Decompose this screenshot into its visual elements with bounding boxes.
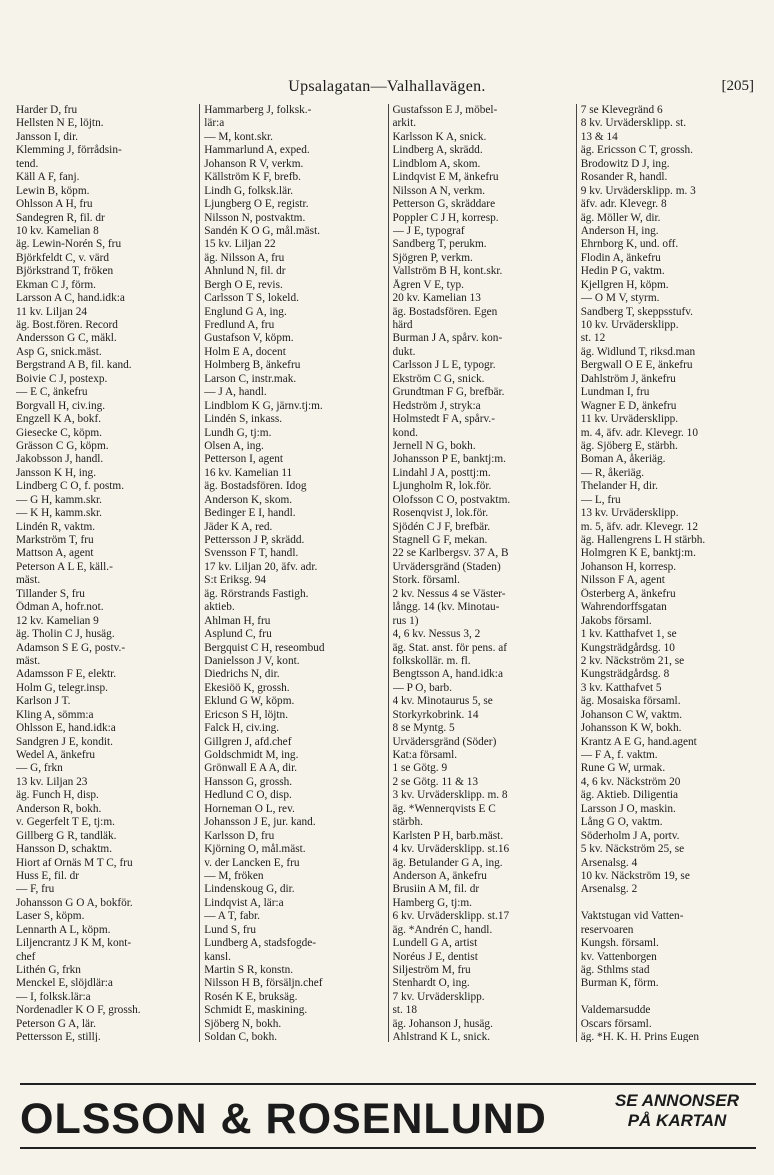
directory-entry: Wedel A, änkefru <box>16 749 96 761</box>
directory-entry: m. 5, äfv. adr. Klevegr. 12 <box>580 520 698 533</box>
directory-entry: mäst. <box>16 574 41 587</box>
directory-entry: Liljencrantz J K M, kont- <box>16 937 132 950</box>
directory-entry: Jäder K A, red. <box>204 520 273 533</box>
directory-entry: Peterson G A, lär. <box>16 1017 97 1030</box>
directory-entry: — M, kont.skr. <box>204 130 273 143</box>
directory-entry: Falck H, civ.ing. <box>204 722 280 735</box>
directory-entry: 2 kv. Näckström 21, se <box>580 654 685 667</box>
directory-entry: st. 12 <box>580 332 606 345</box>
directory-columns <box>16 104 764 1042</box>
directory-entry: Hiort af Ornäs M T C, fru <box>16 856 133 869</box>
directory-entry: 2 se Götg. 11 & 13 <box>392 775 479 788</box>
directory-entry: Huss E, fil. dr <box>16 869 80 882</box>
directory-entry: Svensson F T, handl. <box>204 547 299 560</box>
directory-entry: tend. <box>16 157 39 170</box>
directory-entry: — F, fru <box>16 883 55 896</box>
directory-entry: m. 4, äfv. adr. Klevegr. 10 <box>580 426 698 439</box>
directory-entry: äg. Aktieb. Diligentia <box>580 789 679 802</box>
directory-entry: Valdemarsudde <box>580 1004 651 1017</box>
directory-entry: 13 kv. Liljan 23 <box>16 775 88 788</box>
directory-entry: Hammarberg J, folksk.- <box>204 104 312 116</box>
directory-entry: Lindberg A, skrädd. <box>392 144 483 157</box>
directory-entry: Ekström C G, snick. <box>392 372 485 385</box>
directory-entry: Laser S, köpm. <box>16 910 85 923</box>
directory-entry: Adamsson F E, elektr. <box>16 668 117 681</box>
directory-entry: Kat:a församl. <box>392 749 458 761</box>
directory-entry: st. 18 <box>392 1004 417 1017</box>
directory-entry: Lundell G A, artist <box>392 937 478 950</box>
directory-entry: 10 kv. Urvädersklipp. <box>580 319 679 331</box>
directory-entry: Lindqvist E M, änkefru <box>392 171 499 184</box>
directory-entry: Holmgren K E, banktj:m. <box>580 547 696 560</box>
directory-entry: Karlsson K A, snick. <box>392 130 487 143</box>
directory-entry: Larsson J O, maskin. <box>580 802 676 815</box>
directory-entry: Ahnlund N, fil. dr <box>204 265 286 278</box>
directory-entry: Lindblom A, skom. <box>392 157 481 170</box>
directory-entry: Söderholm J A, portv. <box>580 829 680 842</box>
directory-entry: Ödman A, hofr.not. <box>16 601 104 614</box>
directory-entry: Johanson R V, verkm. <box>204 157 304 170</box>
directory-entry: Martin S R, konstn. <box>204 964 294 976</box>
directory-entry: Grässon C G, köpm. <box>16 439 109 452</box>
directory-entry: Ljungberg O E, registr. <box>204 198 309 211</box>
directory-entry: Anderson K, skom. <box>204 493 293 506</box>
directory-entry: Olofsson C O, postvaktm. <box>392 493 511 506</box>
directory-entry: Bergwall O E E, änkefru <box>580 359 693 372</box>
directory-entry <box>581 991 760 1004</box>
directory-entry: Lund S, fru <box>204 923 257 936</box>
directory-entry: Jakobs församl. <box>580 614 652 627</box>
directory-column-4 <box>576 104 764 1042</box>
directory-entry: Gustafson V, köpm. <box>204 332 294 345</box>
directory-entry: Lewin B, köpm. <box>16 184 90 197</box>
directory-entry: Lindqvist A, lär:a <box>204 896 284 909</box>
directory-entry: Soldan C, bokh. <box>204 1031 278 1042</box>
directory-entry: Larson C, instr.mak. <box>204 372 297 385</box>
directory-entry: Ohlsson E, hand.idk:a <box>16 722 116 735</box>
directory-entry: Jansson K H, ing. <box>16 466 97 479</box>
directory-entry: Boman A, åkeriäg. <box>580 453 666 466</box>
directory-entry: Noréus J E, dentist <box>392 950 478 963</box>
directory-entry: Markström T, fru <box>16 534 94 546</box>
directory-entry: Fredlund A, fru <box>204 319 275 331</box>
directory-entry: 4 kv. Urvädersklipp. st.16 <box>392 843 510 856</box>
directory-entry: lär:a <box>204 117 225 130</box>
directory-entry: Sandgren J E, kondit. <box>16 735 113 748</box>
directory-entry: — L, fru <box>580 493 621 506</box>
directory-entry: Arsenalsg. 4 <box>580 856 638 869</box>
directory-entry: chef <box>16 950 36 963</box>
directory-entry: Brusiin A M, fil. dr <box>392 883 480 896</box>
directory-entry: — J E, typograf <box>392 224 465 237</box>
directory-entry: äg. Hallengrens L H stärbh. <box>580 534 706 546</box>
directory-entry: äg. *Wennerqvists E C <box>392 802 496 815</box>
directory-entry: Karlsten P H, barb.mäst. <box>392 829 504 842</box>
directory-entry: Johanson C W, vaktm. <box>580 708 683 721</box>
directory-entry: 11 kv. Urvädersklipp. <box>580 413 679 426</box>
directory-entry: Nilsson H B, försäljn.chef <box>204 977 323 990</box>
directory-entry: — I, folksk.lär:a <box>16 990 91 1003</box>
directory-entry: 9 kv. Urvädersklipp. m. 3 <box>580 184 696 197</box>
directory-entry: långg. 14 (kv. Minotau- <box>392 601 500 614</box>
directory-entry: Holm E A, docent <box>204 345 286 358</box>
directory-entry: Lithén G, frkn <box>16 964 81 976</box>
directory-entry: 5 kv. Näckström 25, se <box>580 843 685 856</box>
directory-entry: Flodin A, änkefru <box>580 251 661 264</box>
directory-entry: Lång G O, vaktm. <box>580 816 663 829</box>
directory-entry: — G H, kamm.skr. <box>16 493 102 506</box>
directory-entry: Burman K, förm. <box>580 977 659 990</box>
directory-entry: Vaktstugan vid Vatten- <box>580 910 684 923</box>
directory-entry: Stenhardt O, ing. <box>392 977 470 990</box>
directory-entry: Dahlström J, änkefru <box>580 372 676 385</box>
directory-entry: Johansson K W, bokh. <box>580 722 682 735</box>
directory-entry: Hamberg G, tj:m. <box>392 896 472 909</box>
directory-entry: Eklund G W, köpm. <box>204 695 295 708</box>
directory-entry: Hedlund C O, disp. <box>204 789 292 802</box>
directory-column-3 <box>388 104 576 1042</box>
directory-entry: äg. *H. K. H. Prins Eugen <box>580 1031 700 1042</box>
directory-entry: Sjögren P, verkm. <box>392 251 473 264</box>
directory-entry: Diedrichs N, dir. <box>204 668 280 681</box>
directory-entry: Ågren V E, typ. <box>392 278 464 291</box>
directory-entry: 11 kv. Liljan 24 <box>16 305 88 318</box>
directory-entry: Giesecke C, köpm. <box>16 426 102 439</box>
directory-entry: äg. Funch H, disp. <box>16 789 99 802</box>
directory-entry: Mattson A, agent <box>16 547 94 560</box>
directory-entry: Gustafsson E J, möbel- <box>392 104 498 116</box>
directory-entry: 13 kv. Urvädersklipp. <box>580 507 679 520</box>
directory-entry: Karlson J T. <box>16 695 71 708</box>
directory-entry: — J A, handl. <box>204 386 267 399</box>
directory-entry: Nordenadler K O F, grossh. <box>16 1004 141 1017</box>
directory-entry: Lindén R, vaktm. <box>16 520 96 533</box>
directory-entry: aktieb. <box>204 601 235 614</box>
directory-column-2 <box>199 104 387 1042</box>
directory-entry: Bedinger E I, handl. <box>204 507 296 520</box>
directory-entry: mäst. <box>16 654 41 667</box>
directory-entry: Grönwall E A A, dir. <box>204 762 298 775</box>
directory-entry: Sandberg T, skeppsstufv. <box>580 305 693 318</box>
directory-entry: Holmstedt F A, spårv.- <box>392 413 496 426</box>
directory-entry: Rune G W, urmak. <box>580 762 666 775</box>
directory-entry: Lindenskoug G, dir. <box>204 883 295 896</box>
directory-entry: Kungsh. församl. <box>580 937 659 950</box>
directory-entry: Anderson H, ing. <box>580 224 659 237</box>
directory-entry: 16 kv. Kamelian 11 <box>204 466 293 479</box>
directory-entry: äg. Widlund T, riksd.man <box>580 345 696 358</box>
directory-entry: äg. Rörstrands Fastigh. <box>204 587 309 600</box>
advertiser-name: OLSSON & ROSENLUND <box>20 1095 547 1143</box>
directory-entry: 22 se Karlbergsv. 37 A, B <box>392 547 509 560</box>
directory-entry: Peterson A L E, käll.- <box>16 560 113 573</box>
directory-entry: Karlsson D, fru <box>204 829 275 842</box>
directory-entry: folkskollär. m. fl. <box>392 654 471 667</box>
directory-entry: Rosander R, handl. <box>580 171 668 184</box>
directory-entry: 20 kv. Kamelian 13 <box>392 292 481 305</box>
directory-entry: 15 kv. Liljan 22 <box>204 238 276 251</box>
directory-entry: 3 kv. Katthafvet 5 <box>580 681 662 694</box>
directory-entry: Bergstrand A B, fil. kand. <box>16 359 132 372</box>
directory-entry: Hansson D, schaktm. <box>16 843 113 856</box>
directory-entry: Lennarth A L, köpm. <box>16 923 111 936</box>
directory-entry: Jansson I, dir. <box>16 130 79 143</box>
directory-entry: Tillander S, fru <box>16 587 85 600</box>
directory-entry: Storkyrkobrink. 14 <box>392 708 479 721</box>
directory-entry: — P O, barb. <box>392 681 453 694</box>
directory-entry: 6 kv. Urvädersklipp. st.17 <box>392 910 510 923</box>
directory-entry: S:t Eriksg. 94 <box>204 574 267 587</box>
directory-entry: Oscars församl. <box>580 1017 652 1030</box>
directory-entry: Rosenqvist J, lok.för. <box>392 507 489 520</box>
directory-entry: Ericson S H, löjtn. <box>204 708 289 721</box>
directory-entry: äfv. adr. Klevegr. 8 <box>580 198 667 211</box>
directory-entry: äg. Bostadsfören. Idog <box>204 480 307 493</box>
directory-entry: äg. Sjöberg E, stärbh. <box>580 439 678 452</box>
directory-entry: Kling A, sömm:a <box>16 708 94 721</box>
directory-entry: Lindén S, inkass. <box>204 413 283 426</box>
directory-entry: Bengtsson A, hand.idk:a <box>392 668 503 681</box>
directory-entry: Bergh O E, revis. <box>204 278 283 291</box>
directory-entry: 8 kv. Urvädersklipp. st. <box>580 117 687 130</box>
directory-entry: Wagner E D, änkefru <box>580 399 677 412</box>
directory-entry: Ehrnborg K, und. off. <box>580 238 679 251</box>
directory-entry: v. Gegerfelt T E, tj:m. <box>16 816 115 829</box>
directory-entry: Ekesiöö K, grossh. <box>204 681 290 694</box>
directory-entry: äg. Johanson J, husäg. <box>392 1017 493 1030</box>
directory-entry: Hammarlund A, exped. <box>204 144 310 157</box>
directory-entry: — A T, fabr. <box>204 910 260 923</box>
directory-entry: Ahlstrand K L, snick. <box>392 1031 491 1042</box>
page-title: Upsalagatan—Valhallavägen. <box>288 78 486 95</box>
directory-entry: äg. Tholin C J, husäg. <box>16 628 115 641</box>
directory-entry: Ekman C J, förm. <box>16 278 97 291</box>
directory-entry: Burman J A, spårv. kon- <box>392 332 503 345</box>
directory-entry: Wahrendorffsgatan <box>580 601 667 614</box>
directory-entry: Siljeström M, fru <box>392 964 471 976</box>
directory-entry: Källström K F, brefb. <box>204 171 301 184</box>
directory-entry: 4 kv. Minotaurus 5, se <box>392 695 493 708</box>
directory-entry: Sjödén C J F, brefbär. <box>392 520 491 533</box>
directory-entry: rus 1) <box>392 614 419 627</box>
directory-entry: äg. Betulander G A, ing. <box>392 856 503 869</box>
directory-entry: Schmidt E, maskining. <box>204 1004 308 1017</box>
directory-entry: Urvädersgränd (Staden) <box>392 560 501 573</box>
directory-entry: Sandegren R, fil. dr <box>16 211 105 224</box>
page-number: [205] <box>721 78 754 94</box>
directory-entry: Pettersson E, stillj. <box>16 1031 101 1042</box>
directory-entry: 1 kv. Katthafvet 1, se <box>580 628 677 641</box>
directory-entry: Poppler C J H, korresp. <box>392 211 499 224</box>
directory-entry: Anderson R, bokh. <box>16 802 102 815</box>
directory-entry: Sandén K O G, mål.mäst. <box>204 224 321 237</box>
directory-entry: 10 kv. Kamelian 8 <box>16 224 99 237</box>
directory-entry: Petterson I, agent <box>204 453 283 466</box>
directory-entry: Johansson G O A, bokför. <box>16 896 133 909</box>
directory-entry: — O M V, styrm. <box>580 292 660 305</box>
directory-entry: Ohlsson A H, fru <box>16 198 93 211</box>
directory-entry: Petterson G, skräddare <box>392 198 496 211</box>
directory-entry: dukt. <box>392 345 416 358</box>
directory-entry: Larsson A C, hand.idk:a <box>16 292 125 305</box>
directory-entry: 12 kv. Kamelian 9 <box>16 614 99 627</box>
directory-entry: Bergquist C H, reseombud <box>204 641 325 654</box>
directory-entry: Menckel E, slöjdlär:a <box>16 977 113 990</box>
directory-entry: — E C, änkefru <box>16 386 88 399</box>
directory-entry: kv. Vattenborgen <box>580 950 657 963</box>
directory-entry: Englund G A, ing. <box>204 305 287 318</box>
directory-entry: Lindahl J A, posttj:m. <box>392 466 491 479</box>
directory-entry: Jernell N G, bokh. <box>392 439 476 452</box>
directory-entry: Asplund C, fru <box>204 628 272 641</box>
directory-entry: — G, frkn <box>16 762 63 775</box>
directory-entry: Ahlman H, fru <box>204 614 271 627</box>
directory-entry: Asp G, snick.mäst. <box>16 345 102 358</box>
directory-entry: Borgvall H, civ.ing. <box>16 399 106 412</box>
advertisement-note <box>602 1091 752 1131</box>
directory-entry: Rosén K E, bruksäg. <box>204 990 298 1003</box>
directory-entry: kond. <box>392 426 418 439</box>
directory-entry: Lindberg C O, f. postm. <box>16 480 125 493</box>
directory-entry: reservoaren <box>580 923 634 936</box>
advertisement-note-line-2: PÅ KARTAN <box>627 1111 727 1130</box>
directory-entry: — F A, f. vaktm. <box>580 749 658 761</box>
directory-entry: Hansson G, grossh. <box>204 775 293 788</box>
directory-entry: — R, åkeriäg. <box>580 466 645 479</box>
directory-entry: äg. *Andrén C, handl. <box>392 923 493 936</box>
directory-entry: Sjöberg N, bokh. <box>204 1017 282 1030</box>
directory-entry: Lindh G, folksk.lär. <box>204 184 294 197</box>
directory-entry: Grundtman F G, brefbär. <box>392 386 505 399</box>
directory-entry: Ljungholm R, lok.för. <box>392 480 492 493</box>
page-header <box>18 78 756 98</box>
directory-entry: äg. Sthlms stad <box>580 964 650 976</box>
advertisement-note-line-1: SE ANNONSER <box>614 1091 740 1110</box>
directory-entry: Thelander H, dir. <box>580 480 658 493</box>
directory-entry: Arsenalsg. 2 <box>580 883 638 896</box>
directory-entry: Danielsson J V, kont. <box>204 654 300 667</box>
directory-entry: äg. Bost.fören. Record <box>16 319 118 331</box>
directory-entry: 8 se Myntg. 5 <box>392 722 455 735</box>
directory-entry: 1 se Götg. 9 <box>392 762 448 775</box>
directory-entry: Kungsträdgårdsg. 8 <box>580 668 670 681</box>
directory-entry: Jakobsson J, handl. <box>16 453 104 466</box>
directory-entry: — M, fröken <box>204 869 264 882</box>
directory-entry: 10 kv. Näckström 19, se <box>580 869 690 882</box>
directory-entry: äg. Ericsson C T, grossh. <box>580 144 693 157</box>
directory-entry: Carlsson T S, lokeld. <box>204 292 299 305</box>
directory-entry: Goldschmidt M, ing. <box>204 749 299 761</box>
directory-entry: Kjellgren H, köpm. <box>580 278 669 291</box>
directory-entry: Käll A F, fanj. <box>16 171 80 184</box>
directory-entry: Holm G, telegr.insp. <box>16 681 108 694</box>
directory-entry: Anderson A, änkefru <box>392 869 487 882</box>
directory-entry: Gillberg G R, tandläk. <box>16 829 117 842</box>
directory-entry: Brodowitz D J, ing. <box>580 157 670 170</box>
directory-entry: Krantz A E G, hand.agent <box>580 735 697 748</box>
directory-entry: Engzell K A, bokf. <box>16 413 102 426</box>
directory-column-1 <box>16 104 199 1042</box>
directory-entry: Johanson H, korresp. <box>580 560 677 573</box>
directory-entry: Adamson S E G, postv.- <box>16 641 126 654</box>
directory-entry: Lundman I, fru <box>580 386 650 399</box>
directory-entry: Carlsson J L E, typogr. <box>392 359 496 372</box>
directory-entry: Nilsson N, postvaktm. <box>204 211 306 224</box>
directory-entry: Johansson J E, jur. kand. <box>204 816 316 829</box>
directory-entry: Pettersson J P, skrädd. <box>204 534 305 546</box>
directory-entry: Lindblom K G, järnv.tj:m. <box>204 399 323 412</box>
directory-entry: härd <box>392 319 413 331</box>
directory-entry: 2 kv. Nessus 4 se Väster- <box>392 587 506 600</box>
directory-entry: Stagnell G F, mekan. <box>392 534 488 546</box>
directory-entry: Hedin P G, vaktm. <box>580 265 665 278</box>
directory-entry: Andersson G C, mäkl. <box>16 332 117 345</box>
directory-entry: Stork. församl. <box>392 574 460 587</box>
directory-entry: Lundberg A, stadsfogde- <box>204 937 317 950</box>
directory-entry: äg. Stat. anst. för pens. af <box>392 641 508 654</box>
directory-entry: äg. Nilsson A, fru <box>204 251 285 264</box>
directory-entry: Björkstrand T, fröken <box>16 265 114 278</box>
directory-entry: 3 kv. Urvädersklipp. m. 8 <box>392 789 508 802</box>
directory-entry: Österberg A, änkefru <box>580 587 676 600</box>
directory-entry: kansl. <box>204 950 231 963</box>
directory-entry: v. der Lancken E, fru <box>204 856 300 869</box>
directory-entry: — K H, kamm.skr. <box>16 507 102 520</box>
directory-entry: 17 kv. Liljan 20, äfv. adr. <box>204 560 318 573</box>
directory-entry: Kungsträdgårdsg. 10 <box>580 641 675 654</box>
directory-entry: äg. Möller W, dir. <box>580 211 661 224</box>
directory-entry: Harder D, fru <box>16 104 78 116</box>
directory-entry: 7 kv. Urvädersklipp. <box>392 990 485 1003</box>
directory-entry: Sandberg T, perukm. <box>392 238 487 251</box>
directory-entry: Olsen A, ing. <box>204 439 264 452</box>
directory-entry: Gillgren J, afd.chef <box>204 735 292 748</box>
directory-entry: Klemming J, förrådsin- <box>16 144 122 157</box>
directory-entry: stärbh. <box>392 816 423 829</box>
directory-entry: äg. Lewin-Norén S, fru <box>16 238 122 251</box>
directory-entry: Björkfeldt C, v. värd <box>16 251 110 264</box>
directory-entry: äg. Bostadsfören. Egen <box>392 305 498 318</box>
directory-entry: Urvädersgränd (Söder) <box>392 735 497 748</box>
directory-entry: äg. Mosaiska församl. <box>580 695 681 708</box>
directory-entry: Kjörning O, mål.mäst. <box>204 843 306 856</box>
directory-entry: 4, 6 kv. Näckström 20 <box>580 775 681 788</box>
advertisement-banner <box>20 1083 756 1149</box>
directory-entry: Johansson P E, banktj:m. <box>392 453 506 466</box>
directory-entry: Lundh G, tj:m. <box>204 426 272 439</box>
directory-entry: Hedström J, stryk:a <box>392 399 481 412</box>
directory-entry: Nilsson A N, verkm. <box>392 184 486 197</box>
directory-entry: Boivie C J, postexp. <box>16 372 108 385</box>
directory-entry: arkit. <box>392 117 417 130</box>
directory-entry: Nilsson F A, agent <box>580 574 665 587</box>
directory-entry: Holmberg B, änkefru <box>204 359 301 372</box>
directory-entry: Vallström B H, kont.skr. <box>392 265 503 278</box>
directory-entry: Horneman O L, rev. <box>204 802 295 815</box>
directory-entry <box>581 897 760 910</box>
directory-entry: 7 se Klevegränd 6 <box>580 104 663 116</box>
directory-entry: Hellsten N E, löjtn. <box>16 117 104 130</box>
directory-entry: 4, 6 kv. Nessus 3, 2 <box>392 628 481 641</box>
directory-entry: 13 & 14 <box>580 130 618 143</box>
